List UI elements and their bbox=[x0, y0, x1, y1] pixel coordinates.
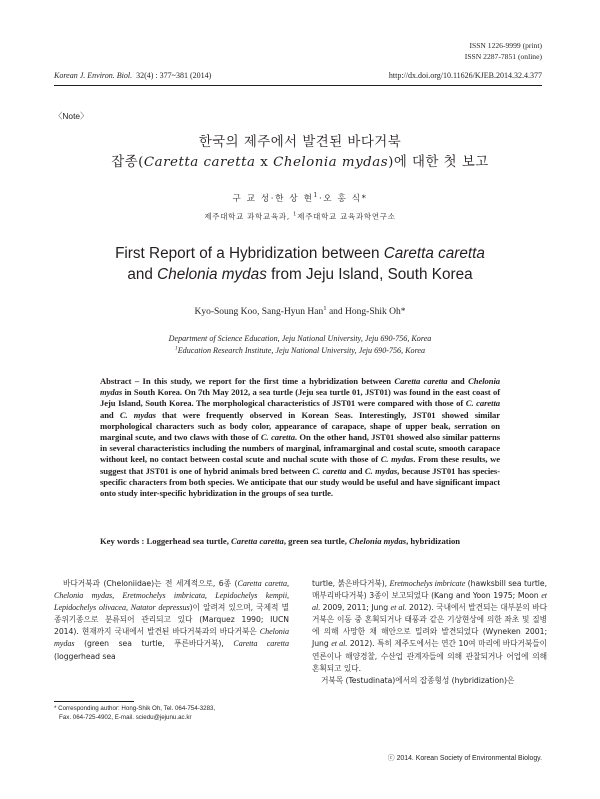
header-rule bbox=[54, 85, 542, 86]
body-text: turtle, 붉은바다거북), bbox=[312, 579, 390, 588]
body-paragraph bbox=[312, 675, 547, 687]
abstract-species: C. mydas bbox=[380, 454, 414, 465]
body-text: 거북목 (Testudinata)에서의 잡종형성 (hybridization)은 bbox=[321, 675, 515, 685]
abstract-part: . On the other hand, JST01 showed also similar patterns in several characteristics including the numbers of marginal, inframarginal and costal scute, smooth carapace without keel, no contact between costal scute and nuchal scute with those of bbox=[100, 432, 500, 465]
keyword-species: Caretta caretta bbox=[231, 536, 284, 546]
english-title-species2: Chelonia mydas bbox=[157, 266, 267, 283]
korean-title-line2 bbox=[0, 151, 600, 170]
korean-authors bbox=[0, 192, 600, 204]
abstract-part: , because JST01 has species-specific characters from both species. We anticipate that our study would be useful and have significant impact onto study inter-specific hybridization in the groups of sea turtle. bbox=[100, 465, 500, 499]
body-text: 2012). 국내에서 발견되는 대부분의 바다거북은 이동 중 혼획되거나 태풍과 같은 기상현상에 의한 좌초 및 질병에 의해 사망한 채 해안으로 밀려와 발견되었다 (Wyneken 2001; Jung bbox=[312, 603, 547, 649]
abstract-species: C. mydas bbox=[119, 409, 156, 420]
korean-affil-sup: 1 bbox=[293, 211, 298, 218]
abstract-part: that were frequently observed in Korean Seas. Interestingly, JST01 showed similar morphological characters such as body color, appearance of carapace, shape of upper beak, serration on marginal scute, and two claws with those of bbox=[100, 409, 500, 443]
body-text: )이 알려져 있으며, 국제적 멸종위기종으로 분류되어 관리되고 있다 (Marquez 1990; IUCN 2014). 현재까지 국내에서 발견된 바다거북과의 바다거북은 bbox=[54, 603, 289, 637]
volume-pages: 32(4) : 377~381 (2014) bbox=[136, 71, 212, 80]
korean-title-species1: Caretta caretta bbox=[143, 155, 256, 170]
korean-author-3: ·오 홍 식* bbox=[318, 194, 368, 204]
english-authors bbox=[0, 304, 600, 317]
english-author-sup: 1 bbox=[323, 304, 327, 312]
english-affiliation-1: Department of Science Education, Jeju National University, Jeju 690-756, Korea bbox=[168, 334, 432, 343]
body-species: Chelonia mydas bbox=[54, 627, 289, 649]
body-species: Eretmochelys imbricate bbox=[389, 579, 466, 588]
english-title-line1 bbox=[0, 245, 600, 263]
english-title-text: First Report of a Hybridization between bbox=[115, 245, 384, 262]
english-title-line2 bbox=[0, 266, 600, 284]
body-paragraph bbox=[312, 578, 547, 675]
korean-affil-1: 제주대학교 과학교육과, bbox=[204, 212, 294, 221]
issn-print: ISSN 1226-9999 (print) bbox=[469, 41, 542, 50]
body-text: (green sea turtle, 푸른바다거북), bbox=[74, 639, 234, 649]
keywords-label: Key words : bbox=[100, 536, 147, 546]
english-title-species1: Caretta caretta bbox=[383, 245, 485, 262]
keyword: , hybridization bbox=[406, 536, 461, 546]
body-text: 바다거북과 (Cheloniidae)는 전 세계적으로, 6종 ( bbox=[63, 579, 238, 588]
korean-affil-2: 제주대학교 교육과학연구소 bbox=[297, 212, 396, 221]
body-etal: et al. bbox=[331, 639, 348, 649]
abstract-species: Caretta caretta bbox=[394, 376, 448, 386]
keyword: Loggerhead sea turtle, bbox=[146, 536, 232, 546]
body-column-right bbox=[312, 578, 547, 687]
abstract-part: Abstract – In this study, we report for the first time a hybridization between bbox=[100, 376, 395, 386]
english-author-1-2: Kyo-Soung Koo, Sang-Hyun Han bbox=[194, 307, 324, 317]
body-column-left bbox=[54, 578, 289, 663]
abstract-part: in South Korea. On 7th May 2012, a sea turtle (Jeju sea turtle 01, JST01) was found in the east coast of Jeju Island, South Korea. The morphological characteristics of JST01 were compared with those of bbox=[100, 387, 500, 409]
abstract-text bbox=[100, 376, 500, 499]
abstract-part: and bbox=[100, 409, 120, 420]
body-text: (hawksbill sea turtle, 매부리바다거북) 3종이 보고되었다 (Kang and Yoon 1975; Moon bbox=[312, 579, 547, 601]
korean-title-text: 잡종( bbox=[111, 155, 144, 170]
article-type-label: 〈Note〉 bbox=[54, 111, 89, 121]
abstract-species: C. caretta bbox=[465, 398, 501, 409]
english-title-end: from Jeju Island, South Korea bbox=[266, 266, 473, 283]
korean-title-text-end: )에 대한 첫 보고 bbox=[388, 155, 489, 170]
body-text: (loggerhead sea bbox=[54, 651, 116, 661]
english-affil-2-text: Education Research Institute, Jeju National University, Jeju 690-756, Korea bbox=[177, 346, 426, 355]
korean-author-1-2: 구 교 성·한 상 현 bbox=[232, 194, 314, 204]
abstract-species: Chelonia mydas bbox=[100, 376, 500, 398]
running-head bbox=[54, 71, 542, 83]
body-etal: et al. bbox=[312, 591, 547, 613]
abstract-part: and bbox=[447, 376, 469, 386]
keyword-species: Chelonia mydas bbox=[349, 536, 407, 546]
korean-title-species2: Chelonia mydas bbox=[273, 155, 389, 170]
journal-name: Korean J. Environ. Biol. bbox=[54, 71, 133, 80]
english-affiliation-2 bbox=[0, 346, 600, 355]
english-affil-sup: 1 bbox=[174, 345, 178, 352]
doi-link[interactable]: http://dx.doi.org/10.11626/KJEB.2014.32.4.377 bbox=[388, 71, 542, 80]
footnote-rule bbox=[54, 701, 134, 702]
running-head-citation bbox=[54, 71, 211, 80]
issn-online: ISSN 2287-7851 (online) bbox=[464, 51, 542, 61]
english-title-and: and bbox=[127, 266, 158, 283]
body-paragraph bbox=[54, 578, 289, 663]
abstract-part: and bbox=[346, 465, 365, 476]
footnote-line2: Fax. 064-725-4902, E-mail. sciedu@jejunu.ac.kr bbox=[59, 713, 192, 721]
abstract-species: C. mydas bbox=[364, 465, 398, 476]
abstract bbox=[100, 376, 500, 499]
korean-affiliation bbox=[0, 211, 600, 222]
copyright-notice: ⓒ 2014. Korean Society of Environmental Biology. bbox=[387, 755, 542, 762]
korean-author-sup: 1 bbox=[313, 192, 319, 200]
body-text: 2012). 특히 제주도에서는 연간 10여 마리에 바다거북들이 연론이나 해양경찰, 수산업 관계자들에 의해 관찰되거나 어업에 의해 혼획되고 있다. bbox=[312, 639, 548, 673]
korean-title-line1: 한국의 제주에서 발견된 바다거북 bbox=[198, 135, 402, 150]
english-author-3: and Hong-Shik Oh* bbox=[326, 307, 406, 317]
body-species: Caretta caretta bbox=[233, 639, 289, 649]
abstract-species: C. caretta bbox=[312, 465, 347, 476]
body-etal: et al. bbox=[390, 603, 407, 613]
keywords bbox=[100, 536, 510, 546]
issn-block bbox=[465, 41, 542, 62]
body-text: 2009, 2011; Jung bbox=[320, 603, 391, 613]
corresponding-author-footnote bbox=[54, 705, 215, 722]
korean-title-x: x bbox=[255, 155, 274, 170]
abstract-species: C. caretta bbox=[260, 432, 295, 443]
keyword: , green sea turtle, bbox=[283, 536, 350, 546]
abstract-part: . From these results, we suggest that JST01 is one of hybrid animals bred between bbox=[100, 454, 501, 476]
footnote-line1: * Corresponding author: Hong-Shik Oh, Tel. 064-754-3283, bbox=[54, 705, 216, 712]
body-species: Caretta caretta, Chelonia mydas, Eretmochelys imbricata, Lepidochelys kempii, Lepidochelys olivacea, Natator depressus bbox=[54, 579, 289, 613]
